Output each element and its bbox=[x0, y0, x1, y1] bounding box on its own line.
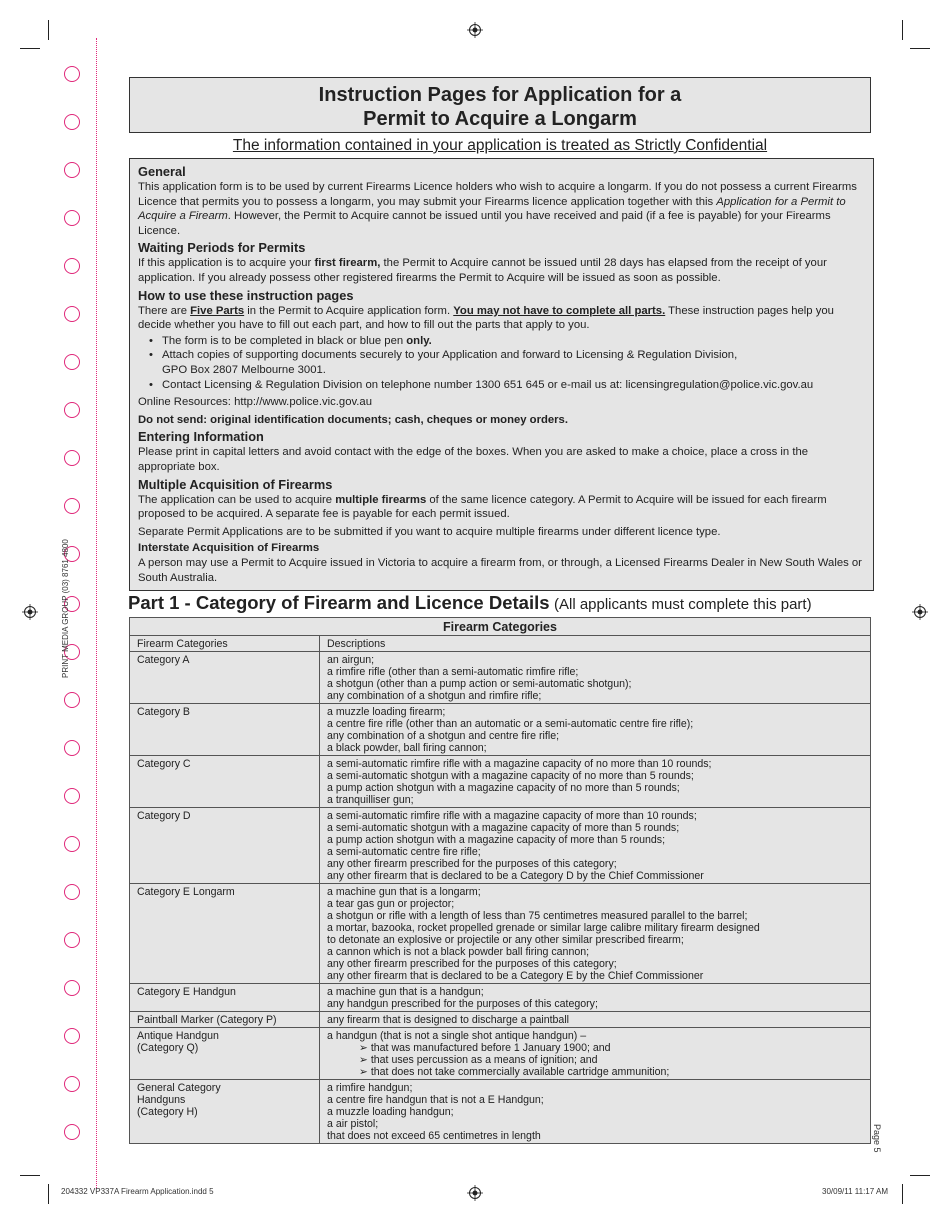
description-line: any other firearm that is declared to be a Category E by the Chief Commissioner bbox=[327, 970, 704, 982]
binder-hole bbox=[64, 1028, 80, 1044]
multiple-text-2: Separate Permit Applications are to be submitted if you want to acquire multiple firearms under different licence type. bbox=[138, 525, 721, 538]
description-line: any firearm that is designed to discharge a paintball bbox=[327, 1014, 570, 1026]
crop-mark bbox=[48, 1184, 49, 1204]
category-name: (Category Q) bbox=[137, 1042, 199, 1054]
table-title: Firearm Categories bbox=[130, 618, 871, 636]
description-cell bbox=[320, 1012, 871, 1028]
category-name: Category D bbox=[137, 810, 191, 822]
description-line: a semi-automatic rimfire rifle with a magazine capacity of no more than 10 rounds; bbox=[327, 758, 712, 770]
do-not-send-notice: Do not send: original identification documents; cash, cheques or money orders. bbox=[138, 413, 568, 426]
multiple-heading: Multiple Acquisition of Firearms bbox=[138, 476, 333, 492]
description-line: a tranquilliser gun; bbox=[327, 794, 414, 806]
part1-heading bbox=[128, 592, 888, 614]
instructions-box bbox=[129, 158, 874, 591]
description-line: any other firearm that is declared to be a Category D by the Chief Commissioner bbox=[327, 870, 704, 882]
category-cell bbox=[130, 808, 320, 884]
crop-mark bbox=[20, 1175, 40, 1176]
crop-mark bbox=[910, 48, 930, 49]
entering-heading: Entering Information bbox=[138, 429, 264, 445]
description-line: a centre fire handgun that is not a E Handgun; bbox=[327, 1094, 544, 1106]
category-cell bbox=[130, 704, 320, 756]
category-name: Category E Handgun bbox=[137, 986, 236, 998]
description-line: a centre fire rifle (other than an automatic or a semi-automatic centre fire rifle); bbox=[327, 718, 694, 730]
description-line: any other firearm prescribed for the purposes of this category; bbox=[327, 958, 617, 970]
subitem-text: that uses percussion as a means of ignition; and bbox=[370, 1054, 598, 1066]
list-item: • Attach copies of supporting documents securely to your Application and forward to Licensing & Regulation Division, GPO Box 2807 Melbourne 3001. bbox=[138, 348, 868, 377]
crop-mark bbox=[20, 48, 40, 49]
binder-hole bbox=[64, 1076, 80, 1092]
category-name: General Category bbox=[137, 1082, 221, 1094]
list-item: • Contact Licensing & Regulation Division on telephone number 1300 651 645 or e-mail us at: licensingregulation@police.vic.gov.au bbox=[138, 378, 868, 393]
description-line: a rimfire rifle (other than a semi-automatic rimfire rifle; bbox=[327, 666, 579, 678]
description-line: a semi-automatic centre fire rifle; bbox=[327, 846, 481, 858]
description-line: an airgun; bbox=[327, 654, 375, 666]
binder-hole bbox=[64, 402, 80, 418]
description-line: a shotgun or rifle with a length of less than 75 centimetres measured parallel to the barrel; bbox=[327, 910, 748, 922]
title-line-2: Permit to Acquire a Longarm bbox=[363, 108, 637, 130]
general-text: This application form is to be used by current Firearms Licence holders who wish to acquire a longarm. If you do not possess a current Firearms Licence that permits you to possess a longarm, you may submit your Firearms licence application together with this Application for a Permit to Acquire a Firearm. However, the Permit to Acquire cannot be issued until you have received and paid (if a fee is payable) for your Firearms Licence. bbox=[138, 181, 857, 237]
category-cell bbox=[130, 1080, 320, 1144]
category-name: Category C bbox=[137, 758, 191, 770]
binder-hole bbox=[64, 884, 80, 900]
description-line: a semi-automatic shotgun with a magazine capacity of more than 5 rounds; bbox=[327, 822, 680, 834]
crop-mark bbox=[902, 1184, 903, 1204]
description-line: to detonate an explosive or projectile or any other similar prescribed firearm; bbox=[327, 934, 684, 946]
description-subitem bbox=[327, 1054, 863, 1066]
binder-hole bbox=[64, 114, 80, 130]
registration-mark-icon bbox=[467, 1185, 483, 1201]
description-line: a handgun (that is not a single shot antique handgun) – bbox=[327, 1030, 587, 1042]
binder-hole bbox=[64, 162, 80, 178]
description-line: a machine gun that is a longarm; bbox=[327, 886, 481, 898]
description-line: that does not exceed 65 centimetres in length bbox=[327, 1130, 541, 1142]
category-cell bbox=[130, 884, 320, 984]
binder-hole bbox=[64, 306, 80, 322]
table-row bbox=[130, 1012, 871, 1028]
crop-mark bbox=[910, 1175, 930, 1176]
subitem-text: that was manufactured before 1 January 1900; and bbox=[370, 1042, 611, 1054]
column-header: Firearm Categories bbox=[130, 636, 320, 652]
category-cell bbox=[130, 652, 320, 704]
description-line: a semi-automatic rimfire rifle with a magazine capacity of more than 10 rounds; bbox=[327, 810, 697, 822]
description-line: a tear gas gun or projector; bbox=[327, 898, 455, 910]
firearm-categories-table bbox=[129, 617, 871, 1144]
perforation-line bbox=[96, 38, 97, 1188]
description-subitem bbox=[327, 1066, 863, 1078]
table-row bbox=[130, 1028, 871, 1080]
entering-text: Please print in capital letters and avoid contact with the edge of the boxes. When you are asked to make a choice, place a cross in the appropriate box. bbox=[138, 446, 809, 473]
description-line: a black powder, ball firing cannon; bbox=[327, 742, 487, 754]
description-cell bbox=[320, 1028, 871, 1080]
part1-title: Part 1 - Category of Firearm and Licence Details bbox=[128, 592, 550, 613]
multiple-text: The application can be used to acquire multiple firearms of the same licence category. A Permit to Acquire will be issued for each firearm proposed to be acquired. A separate fee is payable for each permit issued. bbox=[138, 493, 827, 521]
printer-credit: PRINT MEDIA GROUP (03) 8761 4800 bbox=[61, 539, 70, 678]
registration-mark-icon bbox=[912, 604, 928, 620]
confidentiality-notice: The information contained in your application is treated as Strictly Confidential bbox=[232, 137, 768, 154]
binder-hole bbox=[64, 210, 80, 226]
category-name: Category B bbox=[137, 706, 190, 718]
binder-hole bbox=[64, 836, 80, 852]
how-to-list bbox=[138, 334, 868, 392]
registration-mark-icon bbox=[22, 604, 38, 620]
category-name: Handguns bbox=[137, 1094, 186, 1106]
arrow-bullet-icon: ➢ bbox=[359, 1054, 371, 1066]
list-item: • The form is to be completed in black or blue pen only. bbox=[138, 334, 868, 349]
description-line: a pump action shotgun with a magazine capacity of more than 5 rounds; bbox=[327, 834, 666, 846]
description-line: any handgun prescribed for the purposes of this category; bbox=[327, 998, 598, 1010]
description-line: any combination of a shotgun and rimfire rifle; bbox=[327, 690, 542, 702]
print-datetime: 30/09/11 11:17 AM bbox=[822, 1187, 888, 1196]
binder-hole bbox=[64, 980, 80, 996]
category-name: (Category H) bbox=[137, 1106, 198, 1118]
page-title bbox=[129, 77, 871, 133]
description-cell bbox=[320, 984, 871, 1012]
binder-hole bbox=[64, 498, 80, 514]
how-to-text: There are Five Parts in the Permit to Acquire application form. You may not have to complete all parts. These instruction pages help you decide whether you have to fill out each part, and how to fill out the parts that apply to you. bbox=[138, 304, 834, 332]
table-row bbox=[130, 1080, 871, 1144]
description-cell bbox=[320, 1080, 871, 1144]
description-line: a rimfire handgun; bbox=[327, 1082, 413, 1094]
description-line: a shotgun (other than a pump action or semi-automatic shotgun); bbox=[327, 678, 632, 690]
description-line: a air pistol; bbox=[327, 1118, 379, 1130]
column-header: Descriptions bbox=[320, 636, 871, 652]
category-name: Category E Longarm bbox=[137, 886, 235, 898]
category-cell bbox=[130, 984, 320, 1012]
table-row bbox=[130, 808, 871, 884]
online-resources: Online Resources: http://www.police.vic.gov.au bbox=[138, 396, 372, 409]
description-cell bbox=[320, 756, 871, 808]
binder-hole bbox=[64, 66, 80, 82]
binder-hole bbox=[64, 258, 80, 274]
table-row bbox=[130, 756, 871, 808]
category-name: Antique Handgun bbox=[137, 1030, 219, 1042]
description-cell bbox=[320, 808, 871, 884]
interstate-text: A person may use a Permit to Acquire issued in Victoria to acquire a firearm from, or through, a Licensed Firearms Dealer in New South Wales or South Australia. bbox=[138, 557, 862, 584]
binder-hole bbox=[64, 788, 80, 804]
description-line: any combination of a shotgun and centre fire rifle; bbox=[327, 730, 560, 742]
table-body bbox=[130, 652, 871, 1144]
waiting-text: If this application is to acquire your first firearm, the Permit to Acquire cannot be issued until 28 days has elapsed from the receipt of your application. If you already possess other registered firearms the Permit to Acquire will be issued as soon as possible. bbox=[138, 257, 827, 284]
category-cell bbox=[130, 756, 320, 808]
description-cell bbox=[320, 652, 871, 704]
binder-hole bbox=[64, 692, 80, 708]
binder-hole bbox=[64, 1124, 80, 1140]
description-line: a cannon which is not a black powder ball firing cannon; bbox=[327, 946, 590, 958]
description-cell bbox=[320, 884, 871, 984]
registration-mark-icon bbox=[467, 22, 483, 38]
table-row bbox=[130, 884, 871, 984]
binder-hole bbox=[64, 932, 80, 948]
arrow-bullet-icon: ➢ bbox=[359, 1042, 371, 1054]
description-line: a machine gun that is a handgun; bbox=[327, 986, 484, 998]
description-line: a semi-automatic shotgun with a magazine capacity of no more than 5 rounds; bbox=[327, 770, 694, 782]
file-slug: 204332 VP337A Firearm Application.indd 5 bbox=[61, 1187, 214, 1196]
description-line: a pump action shotgun with a magazine capacity of no more than 5 rounds; bbox=[327, 782, 680, 794]
how-to-heading: How to use these instruction pages bbox=[138, 287, 354, 303]
description-cell bbox=[320, 704, 871, 756]
general-heading: General bbox=[138, 164, 186, 179]
table-row bbox=[130, 984, 871, 1012]
category-cell bbox=[130, 1028, 320, 1080]
crop-mark bbox=[48, 20, 49, 40]
category-name: Category A bbox=[137, 654, 190, 666]
table-row bbox=[130, 652, 871, 704]
page-number: Page 5 bbox=[872, 1124, 882, 1153]
binder-hole bbox=[64, 740, 80, 756]
binder-hole bbox=[64, 354, 80, 370]
description-subitem bbox=[327, 1042, 863, 1054]
part1-subtitle: (All applicants must complete this part) bbox=[553, 596, 812, 613]
arrow-bullet-icon: ➢ bbox=[359, 1066, 371, 1078]
title-line-1: Instruction Pages for Application for a bbox=[318, 84, 682, 106]
crop-mark bbox=[902, 20, 903, 40]
subitem-text: that does not take commercially available cartridge ammunition; bbox=[370, 1066, 670, 1078]
description-line: a mortar, bazooka, rocket propelled grenade or similar large calibre military firearm designed bbox=[327, 922, 760, 934]
description-line: any other firearm prescribed for the purposes of this category; bbox=[327, 858, 617, 870]
table-row bbox=[130, 704, 871, 756]
waiting-heading: Waiting Periods for Permits bbox=[138, 240, 306, 256]
description-line: a muzzle loading firearm; bbox=[327, 706, 446, 718]
category-cell bbox=[130, 1012, 320, 1028]
binder-hole bbox=[64, 450, 80, 466]
description-line: a muzzle loading handgun; bbox=[327, 1106, 454, 1118]
category-name: Paintball Marker (Category P) bbox=[137, 1014, 277, 1026]
interstate-heading: Interstate Acquisition of Firearms bbox=[138, 542, 320, 555]
